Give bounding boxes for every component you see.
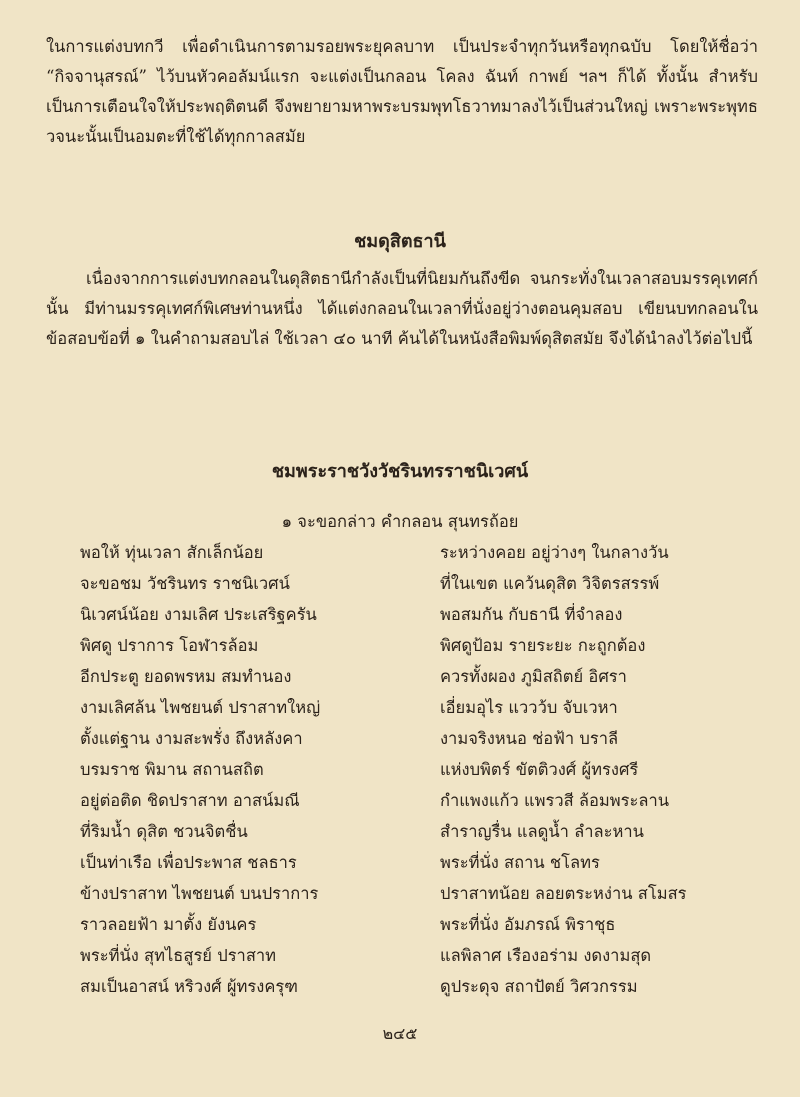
poem-line-left: พิศดู ปราการ โอฬารล้อม: [80, 636, 259, 655]
poem-line: [80, 695, 760, 726]
poem-line-left: สมเป็นอาสน์ หริวงศ์ ผู้ทรงครุฑ: [80, 977, 298, 996]
poem-line-left: นิเวศน์น้อย งามเลิศ ประเสริฐครัน: [80, 605, 317, 624]
poem-line: [80, 571, 760, 602]
poem-line-left: งามเลิศล้น ไพชยนต์ ปราสาทใหญ่: [80, 698, 321, 717]
poem-line-left: พระที่นั่ง สุทไธสูรย์ ปราสาท: [80, 946, 277, 965]
section-body-dusit: [46, 264, 758, 354]
poem-line-left: อีกประตู ยอดพรหม สมทำนอง: [80, 667, 292, 686]
page-number: ๒๔๕: [382, 1024, 418, 1043]
poem-line-left: ราวลอยฟ้า มาตั้ง ยังนคร: [80, 915, 257, 934]
poem-line-left: พอให้ ทุ่นเวลา สักเล็กน้อย: [80, 543, 264, 562]
poem-subheading: ๑ จะขอกล่าว คำกลอน สุนทรถ้อย: [281, 512, 519, 531]
poem-line-right: งามจริงหนอ ช่อฟ้า บราลี: [440, 729, 619, 748]
poem-line: [80, 974, 760, 1005]
poem-line: [80, 850, 760, 881]
poem-line-left: ที่ริมน้ำ ดุสิต ชวนจิตชื่น: [80, 822, 248, 841]
poem-line-right: ระหว่างคอย อยู่ว่างๆ ในกลางวัน: [440, 543, 669, 562]
poem-line-right: เอี่ยมอุไร แววว้บ จับเวหา: [440, 698, 618, 717]
poem-line-left: ข้างปราสาท ไพชยนต์ บนปราการ: [80, 884, 319, 903]
poem-line: [80, 881, 760, 912]
section-body-text: เนื่องจากการแต่งบทกลอนในดุสิตธานีกำลังเป็นที่นิยมกันถึงขีด จนกระทั่งในเวลาสอบมรรคุเทศก์นั้น มีท่านมรรคุเทศก์พิเศษท่านหนึ่ง ได้แต่งกลอนในเวลาที่นั่งอยู่ว่างตอนคุมสอบ เขียนบทกลอนในข้อสอบข้อที่ ๑ ในคำถามสอบไล่ ใช้เวลา ๔๐ นาที ค้นได้ในหนังสือพิมพ์ดุสิตสมัย จึงได้นำลงไว้ต่อไปนี้: [46, 269, 758, 348]
poem-line-left: ตั้งแต่ฐาน งามสะพรั่ง ถึงหลังคา: [80, 729, 303, 748]
poem-line: [80, 757, 760, 788]
poem-line-right: พระที่นั่ง อัมภรณ์ พิราชุธ: [440, 915, 616, 934]
poem-line-right: ดูประดุจ สถาปัตย์ วิศวกรรม: [440, 977, 638, 996]
poem-line-right: ปราสาทน้อย ลอยตระหง่าน สโมสร: [440, 884, 687, 903]
poem-line-left: อยู่ต่อติด ชิดปราสาท อาสน์มณี: [80, 791, 300, 810]
poem-line: [80, 664, 760, 695]
poem-line: [80, 943, 760, 974]
poem-line-right: แห่งบพิตร์ ขัตติวงศ์ ผู้ทรงศรี: [440, 760, 639, 779]
poem-line: [80, 633, 760, 664]
section-heading-palace: ชมพระราชวังวัชรินทรราชนิเวศน์: [271, 461, 529, 482]
poem-line-right: กำแพงแก้ว แพรวสี ล้อมพระลาน: [440, 791, 670, 810]
poem-line-left: บรมราช พิมาน สถานสถิต: [80, 760, 264, 779]
intro-text: ในการแต่งบทกวี เพื่อดำเนินการตามรอยพระยุคลบาท เป็นประจำทุกวันหรือทุกฉบับ โดยให้ชื่อว่า “กิจจานุสรณ์” ไว้บนหัวคอลัมน์แรก จะแต่งเป็นกลอน โคลง ฉันท์ กาพย์ ฯลฯ ก็ได้ ทั้งนั้น สำหรับเป็นการเตือนใจให้ประพฤติตนดี จึงพยายามหาพระบรมพุทโธวาทมาลงไว้เป็นส่วนใหญ่ เพราะพระพุทธวจนะนั้นเป็นอมตะที่ใช้ได้ทุกกาลสมัย: [46, 37, 758, 146]
poem-line-right: ที่ในเขต แคว้นดุสิต วิจิตรสรรพ์: [440, 574, 660, 593]
poem-line: [80, 540, 760, 571]
section-heading-dusit: ชมดุสิตธานี: [354, 231, 446, 252]
poem-block: [80, 540, 760, 1005]
poem-line: [80, 788, 760, 819]
poem-line-right: พอสมกัน กับธานี ที่จำลอง: [440, 605, 623, 624]
poem-line-right: พระที่นั่ง สถาน ชโลทร: [440, 853, 600, 872]
poem-line-left: เป็นท่าเรือ เพื่อประพาส ชลธาร: [80, 853, 297, 872]
poem-line: [80, 726, 760, 757]
poem-line-right: แลพิลาศ เรืองอร่าม งดงามสุด: [440, 946, 652, 965]
poem-line-right: สำราญรื่น แลดูน้ำ ลำละหาน: [440, 822, 644, 841]
poem-line-left: จะขอชม วัชรินทร ราชนิเวศน์: [80, 574, 290, 593]
poem-line-right: พิศดูป้อม รายระยะ กะถูกต้อง: [440, 636, 646, 655]
intro-paragraph: [46, 32, 758, 152]
poem-line: [80, 602, 760, 633]
poem-line-right: ควรทั้งผอง ภูมิสถิตย์ อิศรา: [440, 667, 627, 686]
poem-line: [80, 819, 760, 850]
poem-line: [80, 912, 760, 943]
